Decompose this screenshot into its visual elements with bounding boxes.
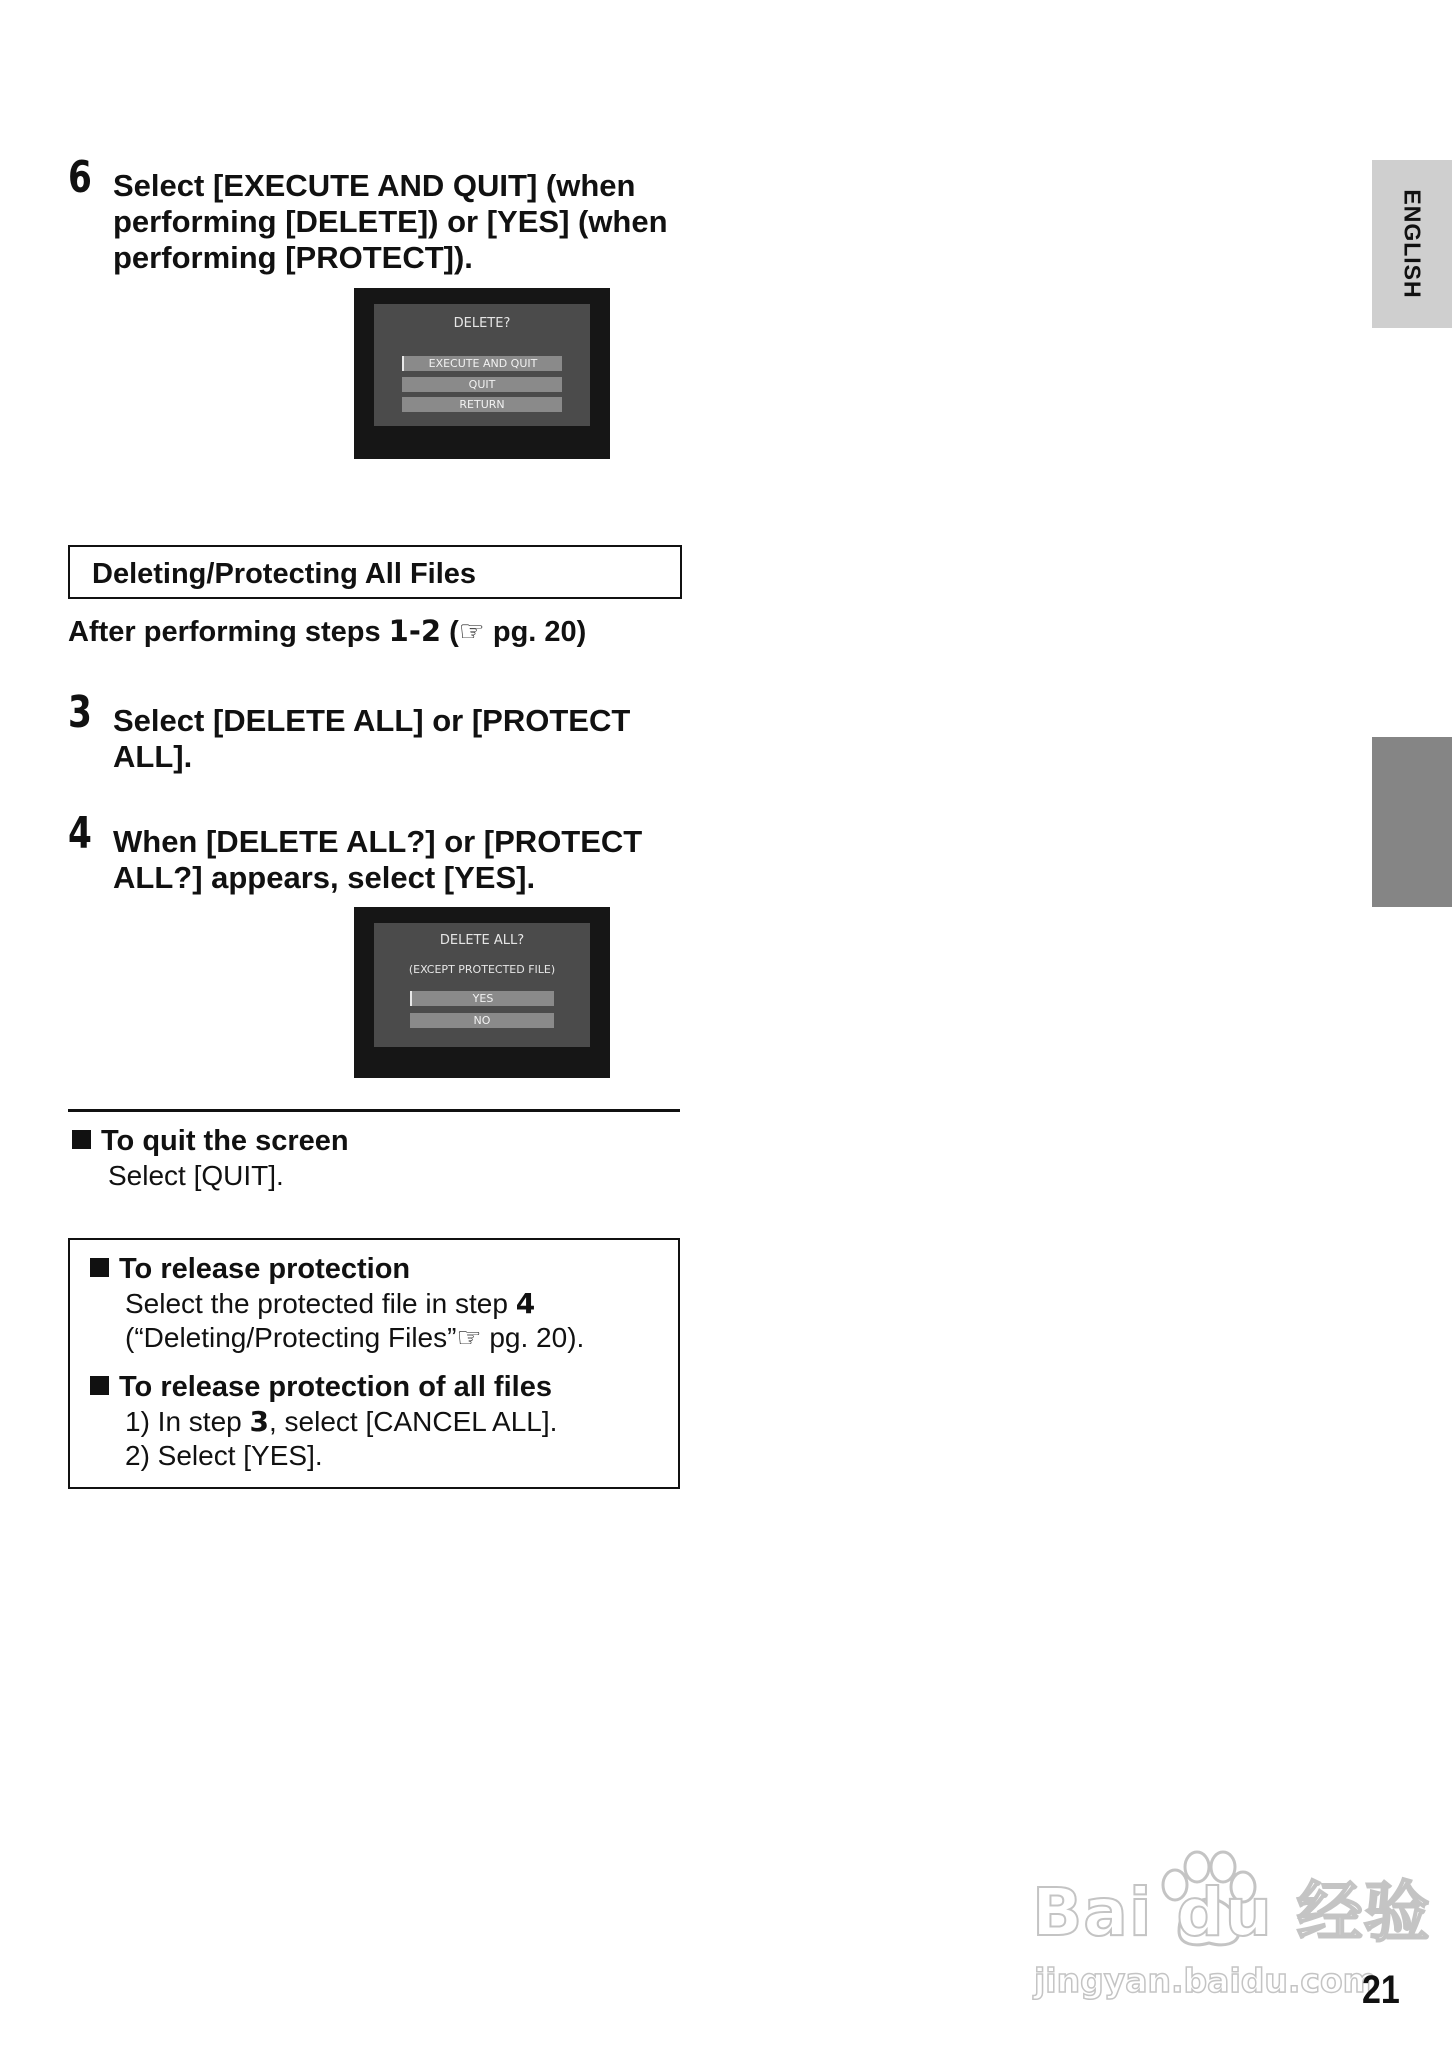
step-6-text: Select [EXECUTE AND QUIT] (when performing [DELETE]) or [YES] (when performing [PROTECT]). [113,168,668,275]
after-steps-prefix: After performing steps [68,616,389,648]
release-line-2-suffix: pg. 20). [481,1322,585,1353]
step-6-number: 6 [68,152,92,203]
release-all-line-1 [125,1405,557,1439]
release-all-line-1-prefix: 1) In step [125,1406,250,1437]
screen-panel [374,923,590,1047]
section-title: Deleting/Protecting All Files [92,558,477,590]
release-line-2-text: (“Deleting/Protecting Files” [125,1322,457,1353]
quit-heading-text: To quit the screen [101,1125,349,1157]
watermark-url: jingyan.baidu.com [1034,1961,1378,2000]
quit-body: Select [QUIT]. [108,1160,284,1191]
step-3-text: Select [DELETE ALL] or [PROTECT ALL]. [113,703,631,774]
reference-icon: ☞ [458,616,485,648]
release-heading [90,1252,410,1286]
step-4-number: 4 [68,808,92,859]
reference-icon: ☞ [456,1322,482,1353]
watermark-main: Bai du 经验 [1032,1874,1431,1951]
screen-panel [374,304,590,426]
delete-all-screen [354,907,610,1078]
release-step-ref: 4 [515,1287,536,1320]
release-line-2 [125,1321,584,1355]
quit-heading [72,1124,349,1158]
release-all-line-2: 2) Select [YES]. [125,1440,323,1471]
divider [68,1109,680,1112]
square-bullet-icon [72,1130,91,1149]
step-4-text: When [DELETE ALL?] or [PROTECT ALL?] appears, select [YES]. [113,824,643,895]
release-all-heading [90,1370,552,1404]
release-all-heading-text: To release protection of all files [119,1371,552,1403]
after-steps-suffix: pg. 20) [484,616,587,648]
release-line-1 [125,1287,535,1321]
square-bullet-icon [90,1258,109,1277]
release-line-1-text: Select the protected file in step [125,1288,516,1319]
section-header-box [68,545,682,599]
section-tab [1372,737,1452,907]
step-3-number: 3 [68,687,92,738]
after-steps-paren: ( [441,616,459,648]
screen-title: DELETE ALL? [439,933,525,948]
yes-option[interactable]: YES [410,991,554,1006]
return-option[interactable]: RETURN [402,397,562,412]
no-option[interactable]: NO [410,1013,554,1028]
release-protection-box [68,1238,680,1489]
screen-title: DELETE? [453,316,511,331]
execute-and-quit-option[interactable]: EXECUTE AND QUIT [402,356,562,371]
release-all-line-1-suffix: , select [CANCEL ALL]. [269,1406,558,1437]
after-steps-range: 1-2 [388,614,442,648]
language-tab-label: ENGLISH [1399,189,1426,299]
release-all-step-ref: 3 [249,1405,269,1438]
quit-option[interactable]: QUIT [402,377,562,392]
delete-confirm-screen [354,288,610,459]
release-heading-text: To release protection [119,1253,411,1285]
square-bullet-icon [90,1376,109,1395]
screen-subtitle: (EXCEPT PROTECTED FILE) [408,963,556,976]
language-tab [1372,160,1452,328]
page-number: 21 [1362,1968,1400,2012]
after-steps-line [68,614,586,649]
